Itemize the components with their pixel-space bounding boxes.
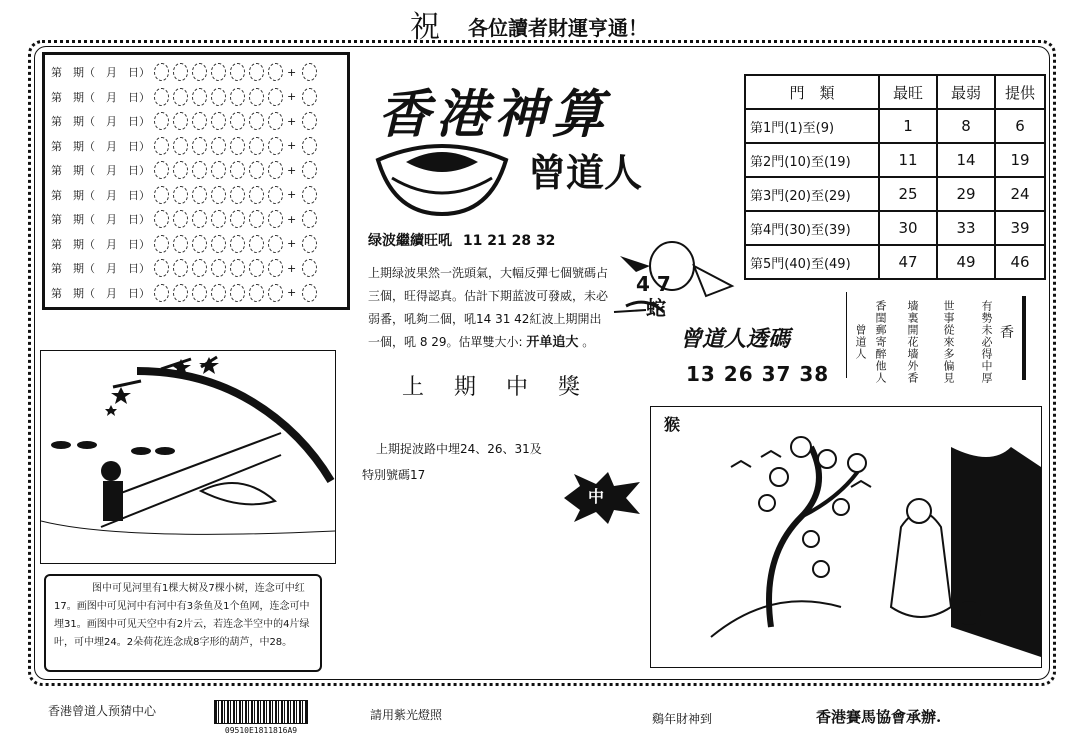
table-header: 最旺	[879, 75, 937, 109]
analysis-line: 弱番，吼夠二個，吼14 31 42紅波上期開出	[368, 312, 602, 326]
snake-zodiac: 蛇	[646, 296, 666, 320]
table-cell: 第1門(1)至(9)	[745, 109, 879, 143]
grid-circle	[154, 259, 169, 277]
grid-row	[51, 159, 317, 181]
grid-circle	[302, 284, 317, 302]
tips-numbers: 13 26 37 38	[686, 362, 830, 386]
grid-circle	[173, 186, 188, 204]
grid-circle	[302, 259, 317, 277]
grid-circle	[154, 186, 169, 204]
grid-circle	[249, 210, 264, 228]
grid-circle	[154, 210, 169, 228]
grid-circle	[192, 259, 207, 277]
table-cell: 30	[879, 211, 937, 245]
table-cell: 11	[879, 143, 937, 177]
grid-plus: +	[287, 237, 297, 250]
monkey-illustration	[650, 406, 1042, 668]
grid-circle	[192, 284, 207, 302]
grid-circle	[268, 235, 283, 253]
grid-circle	[192, 210, 207, 228]
grid-circle	[230, 235, 245, 253]
grid-circle	[154, 284, 169, 302]
grid-circle	[249, 137, 264, 155]
grid-plus: +	[287, 212, 297, 226]
river-illustration	[40, 350, 336, 564]
poem-author: 曾道人	[854, 324, 867, 360]
grid-circle	[230, 112, 245, 130]
table-cell: 8	[937, 109, 995, 143]
grid-circle	[211, 186, 226, 204]
table-row	[745, 109, 1045, 143]
poem-line: 有勢未必得中厚	[980, 300, 993, 384]
grid-circle	[230, 186, 245, 204]
grid-circle	[173, 235, 188, 253]
poem-line: 香閨郵寄醉他人	[874, 300, 887, 384]
grid-row	[51, 208, 317, 230]
table-cell: 47	[879, 245, 937, 279]
grid-row-label: 第 期（ 月 日）	[51, 164, 150, 177]
grid-circle	[192, 186, 207, 204]
analysis-heading-text: 绿波繼續旺吼	[368, 233, 452, 249]
grid-circle	[211, 161, 226, 179]
last-win-detail: 特別號碼17	[362, 468, 426, 482]
grid-circle	[302, 161, 317, 179]
barcode-number: 09510E1811816A9	[224, 726, 298, 735]
poem-divider	[846, 292, 847, 378]
grid-circle	[268, 186, 283, 204]
grid-plus: +	[287, 261, 297, 275]
grid-circle	[154, 161, 169, 179]
grid-circle	[154, 63, 169, 81]
page-subtitle: 曾道人	[528, 150, 643, 195]
table-cell: 46	[995, 245, 1045, 279]
grid-circle	[268, 137, 283, 155]
last-win-detail: 上期捉波路中埋24、26、31及	[376, 442, 542, 456]
grid-circle	[302, 112, 317, 130]
grid-circle	[268, 88, 283, 106]
grid-plus: +	[287, 188, 297, 201]
analysis-heading	[368, 230, 555, 250]
grid-circle	[173, 63, 188, 81]
grid-circle	[192, 235, 207, 253]
page-title: 香港神算	[378, 84, 611, 145]
grid-circle	[230, 259, 245, 277]
grid-circle	[268, 284, 283, 302]
snake-numbers: 4 7	[636, 272, 671, 296]
poem-side: 香	[1000, 325, 1014, 341]
grid-circle	[268, 259, 283, 277]
table-cell: 19	[995, 143, 1045, 177]
footer-middle: 請用紫光燈照	[370, 708, 443, 722]
gate-table	[744, 74, 1046, 280]
analysis-line	[368, 331, 608, 354]
grid-circle	[192, 63, 207, 81]
grid-circle	[230, 88, 245, 106]
grid-circle	[173, 161, 188, 179]
record-grid	[42, 52, 350, 310]
grid-circle	[211, 259, 226, 277]
table-cell: 33	[937, 211, 995, 245]
grid-circle	[211, 284, 226, 302]
last-win-heading: 上 期 中 獎	[402, 375, 585, 400]
monkey-label: 猴	[664, 415, 681, 434]
grid-circle	[302, 235, 317, 253]
grid-circle	[302, 210, 317, 228]
table-row	[745, 177, 1045, 211]
tips-title: 曾道人透碼	[680, 326, 791, 352]
grid-row-label: 第 期（ 月 日）	[51, 262, 150, 275]
grid-circle	[230, 137, 245, 155]
grid-circle	[268, 210, 283, 228]
grid-circle	[173, 88, 188, 106]
grid-circle	[302, 137, 317, 155]
grid-row-label: 第 期（ 月 日）	[51, 286, 150, 300]
grid-circle	[249, 112, 264, 130]
grid-circle	[211, 63, 226, 81]
grid-circle	[192, 88, 207, 106]
grid-plus: +	[287, 90, 297, 103]
grid-plus: +	[287, 286, 297, 299]
gold-ingot-icon	[372, 138, 512, 216]
greeting-mark: 祝	[410, 10, 440, 45]
grid-plus: +	[287, 163, 297, 177]
table-cell: 14	[937, 143, 995, 177]
grid-row	[51, 184, 317, 206]
table-cell: 1	[879, 109, 937, 143]
table-row	[745, 211, 1045, 245]
table-cell: 6	[995, 109, 1045, 143]
grid-circle	[154, 112, 169, 130]
grid-row-label: 第 期（ 月 日）	[51, 213, 150, 226]
grid-circle	[249, 186, 264, 204]
table-header: 門 類	[745, 75, 879, 109]
snake-figure-icon	[606, 226, 746, 326]
grid-circle	[192, 112, 207, 130]
footer-right-1: 鷄年財神到	[652, 712, 713, 726]
grid-circle	[230, 210, 245, 228]
grid-circle	[230, 63, 245, 81]
grid-row-label: 第 期（ 月 日）	[51, 188, 150, 202]
footer-left: 香港曾道人预猜中心	[48, 704, 157, 718]
grid-row	[51, 233, 317, 255]
grid-row-label: 第 期（ 月 日）	[51, 139, 150, 153]
size-tip: 开单追大	[526, 335, 579, 350]
analysis-line-end: 。	[582, 335, 595, 349]
grid-circle	[302, 186, 317, 204]
grid-circle	[154, 137, 169, 155]
table-header: 最弱	[937, 75, 995, 109]
grid-row	[51, 135, 317, 157]
grid-row-label: 第 期（ 月 日）	[51, 237, 150, 251]
grid-row	[51, 257, 317, 279]
grid-plus: +	[287, 65, 297, 79]
barcode-icon	[214, 700, 308, 724]
grid-plus: +	[287, 114, 297, 128]
grid-circle	[302, 63, 317, 81]
zhong-label: 中	[588, 487, 605, 506]
analysis-line-start: 一個，吼 8 29。估單雙大小:	[368, 335, 523, 349]
table-cell: 第5門(40)至(49)	[745, 245, 879, 279]
poem-line: 墻裏開花墻外香	[906, 300, 919, 384]
grid-circle	[230, 161, 245, 179]
grid-row-label: 第 期（ 月 日）	[51, 115, 150, 128]
poem-bar	[1022, 296, 1026, 380]
grid-circle	[268, 63, 283, 81]
grid-circle	[173, 284, 188, 302]
table-cell: 第4門(30)至(39)	[745, 211, 879, 245]
grid-circle	[249, 284, 264, 302]
grid-circle	[154, 88, 169, 106]
grid-row-label: 第 期（ 月 日）	[51, 66, 150, 79]
grid-circle	[154, 235, 169, 253]
grid-circle	[211, 235, 226, 253]
grid-circle	[249, 235, 264, 253]
table-cell: 25	[879, 177, 937, 211]
table-row	[745, 245, 1045, 279]
grid-circle	[173, 112, 188, 130]
grid-circle	[173, 137, 188, 155]
poem-line: 世事從來多偏見	[942, 300, 955, 384]
sage-scene-icon	[651, 407, 1041, 667]
analysis-line: 上期绿波果然一洗頭氣，大幅反彈七個號碼占	[368, 266, 609, 280]
grid-plus: +	[287, 139, 297, 152]
grid-circle	[173, 210, 188, 228]
table-header: 提供	[995, 75, 1045, 109]
grid-circle	[211, 112, 226, 130]
grid-row	[51, 110, 317, 132]
grid-circle	[230, 284, 245, 302]
greeting-text: 各位讀者財運亨通！	[468, 16, 648, 40]
grid-row-label: 第 期（ 月 日）	[51, 90, 150, 104]
grid-circle	[268, 112, 283, 130]
grid-circle	[192, 137, 207, 155]
analysis-line: 三個，旺得認真。估計下期蓝波可發威，未必	[368, 289, 609, 303]
grid-circle	[211, 88, 226, 106]
table-cell: 29	[937, 177, 995, 211]
grid-row	[51, 282, 317, 304]
table-cell: 39	[995, 211, 1045, 245]
grid-circle	[249, 63, 264, 81]
grid-row	[51, 86, 317, 108]
grid-circle	[249, 161, 264, 179]
analysis-heading-numbers: 11 21 28 32	[462, 233, 556, 249]
fishing-scene-icon	[41, 351, 335, 563]
table-cell: 24	[995, 177, 1045, 211]
table-cell: 第2門(10)至(19)	[745, 143, 879, 177]
grid-circle	[211, 137, 226, 155]
table-row	[745, 143, 1045, 177]
riddle-note: 图中可见河里有1棵大树及7棵小树，连念可中红17。画图中可见河中有河中有3条鱼及1个鱼网，连念可中埋31。画图中可见天空中有2片云，若连念半空中的4片绿叶，可中埋24。2朵荷花连念成8字形的葫芦，中28。	[44, 574, 322, 672]
table-cell: 第3門(20)至(29)	[745, 177, 879, 211]
grid-circle	[173, 259, 188, 277]
footer-right-2: 香港賽馬協會承辦.	[816, 708, 942, 726]
table-cell: 49	[937, 245, 995, 279]
grid-circle	[302, 88, 317, 106]
table-header-row	[745, 75, 1045, 109]
grid-circle	[249, 88, 264, 106]
grid-circle	[192, 161, 207, 179]
grid-row	[51, 61, 317, 83]
grid-circle	[249, 259, 264, 277]
grid-circle	[211, 210, 226, 228]
analysis-text	[368, 262, 608, 354]
grid-circle	[268, 161, 283, 179]
